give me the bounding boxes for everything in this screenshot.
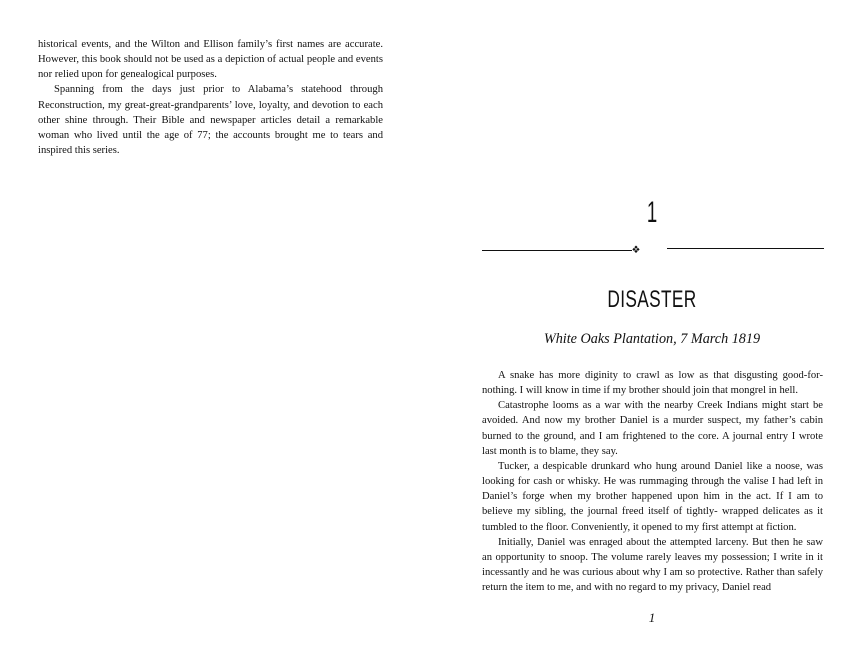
ornament-icon: ❖ (631, 245, 641, 256)
divider-right (667, 248, 824, 249)
paragraph: Initially, Daniel was enraged about the attempted larceny. But then he saw an opportunity to snoop. The volume rarely leaves my possession; I write in it incessantly and he was curious about why I am so protective. Rather than safely return the item to me, and with no regard to my privacy, Daniel read (482, 536, 823, 594)
page-number: 1 (648, 610, 656, 625)
chapter-number: 1 (646, 196, 658, 229)
paragraph: historical events, and the Wilton and Ellison family’s first names are accurate. However, this book should not be used as a depiction of actual people and events nor relied upon for genealogical purposes. (38, 39, 383, 81)
chapter-subtitle: White Oaks Plantation, 7 March 1819 (543, 331, 761, 347)
divider-left (482, 250, 632, 251)
chapter-title: DISASTER (607, 286, 697, 313)
left-page-text (38, 37, 383, 158)
right-page-text (482, 368, 823, 595)
paragraph: Catastrophe looms as a war with the nearby Creek Indians might start be avoided. And now my brother Daniel is a murder suspect, my father’s cabin burned to the ground, and I am frightened to the core. A journal entry I wrote last month is to blame, they say. (482, 400, 823, 457)
paragraph: Tucker, a despicable drunkard who hung around Daniel like a noose, was looking for cash or whisky. He was rummaging through the valise I had left in Daniel’s forge when my brother happened upon him in the act. If I am to believe my sibling, the journal freed itself of tightly- wrapped delicates as it tumbled to the floor. Conveniently, it opened to my first attempt at fiction. (482, 460, 823, 533)
right-page (432, 0, 864, 648)
paragraph: Spanning from the days just prior to Alabama’s statehood through Reconstruction, my great-great-grandparents’ love, loyalty, and devotion to each other shine through. Their Bible and newspaper articles detail a remarkable woman who lived until the age of 77; the accounts brought me to tears and inspired this series. (38, 84, 383, 157)
paragraph: A snake has more diginity to crawl as low as that disgusting good-for-nothing. I will know in time if my brother should join that mongrel in hell. (482, 370, 823, 397)
